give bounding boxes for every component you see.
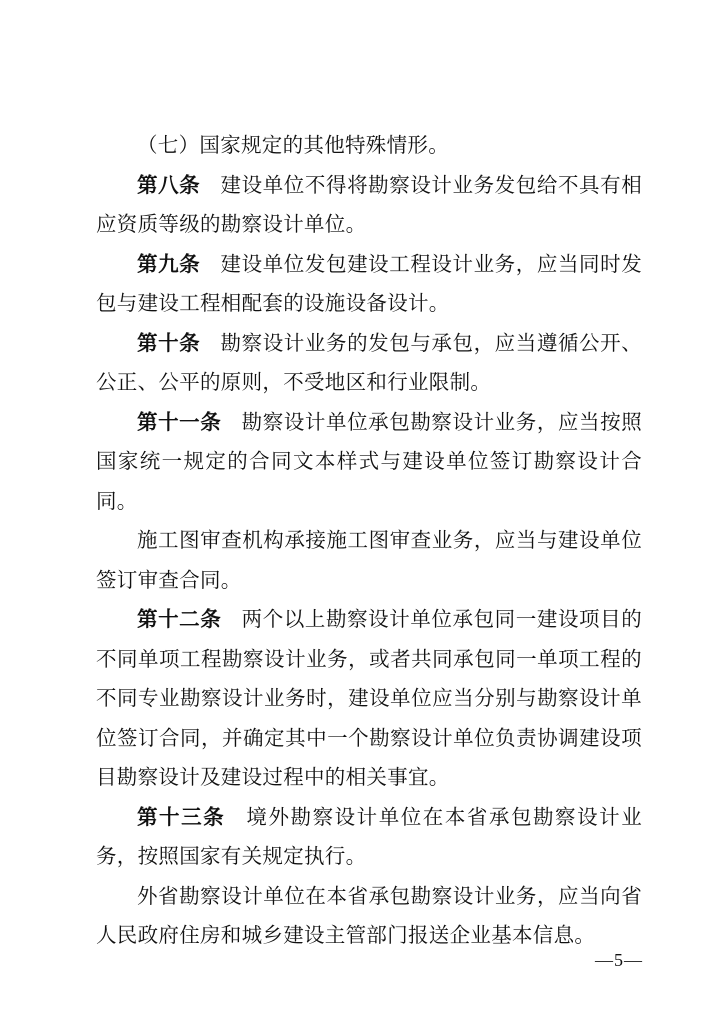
article-text: 勘察设计业务的发包与承包，应当遵循公开、公正、公平的原则，不受地区和行业限制。 bbox=[96, 330, 642, 394]
page-number: —5— bbox=[595, 950, 643, 970]
paragraph-text: 施工图审查机构承接施工图审查业务，应当与建设单位签订审查合同。 bbox=[96, 528, 642, 592]
article-title: 第十三条 bbox=[137, 804, 226, 829]
article-text: 境外勘察设计单位在本省承包勘察设计业务，按照国家有关规定执行。 bbox=[96, 804, 642, 868]
article-text: 建设单位不得将勘察设计业务发包给不具有相应资质等级的勘察设计单位。 bbox=[96, 172, 642, 236]
article-13-paragraph-2 bbox=[96, 877, 642, 956]
article-title: 第十二条 bbox=[137, 607, 222, 631]
article-11-paragraph-2 bbox=[96, 521, 642, 600]
article-11 bbox=[96, 403, 642, 522]
article-text: 两个以上勘察设计单位承包同一建设项目的不同单项工程勘察设计业务，或者共同承包同一单项工程的不同专业勘察设计业务时，建设单位应当分别与勘察设计单位签订合同，并确定其中一个勘察设计单位负责协调建设项目勘察设计及建设过程中的相关事宜。 bbox=[96, 607, 643, 789]
article-text: 勘察设计单位承包勘察设计业务，应当按照国家统一规定的合同文本样式与建设单位签订勘察设计合同。 bbox=[96, 409, 643, 513]
article-title: 第十一条 bbox=[137, 409, 222, 434]
paragraph-text: （七）国家规定的其他特殊情形。 bbox=[137, 133, 449, 157]
article-title: 第八条 bbox=[137, 172, 201, 197]
article-13 bbox=[96, 798, 642, 877]
article-9 bbox=[96, 245, 642, 324]
article-8 bbox=[96, 166, 642, 245]
article-text: 建设单位发包建设工程设计业务，应当同时发包与建设工程相配套的设施设备设计。 bbox=[96, 251, 642, 315]
article-title: 第九条 bbox=[137, 251, 201, 276]
document-body bbox=[96, 126, 642, 956]
article-title: 第十条 bbox=[137, 330, 201, 355]
paragraph-text: 外省勘察设计单位在本省承包勘察设计业务，应当向省人民政府住房和城乡建设主管部门报送企业基本信息。 bbox=[96, 883, 642, 947]
paragraph-item-7 bbox=[96, 126, 642, 166]
article-10 bbox=[96, 324, 642, 403]
article-12 bbox=[96, 600, 642, 798]
